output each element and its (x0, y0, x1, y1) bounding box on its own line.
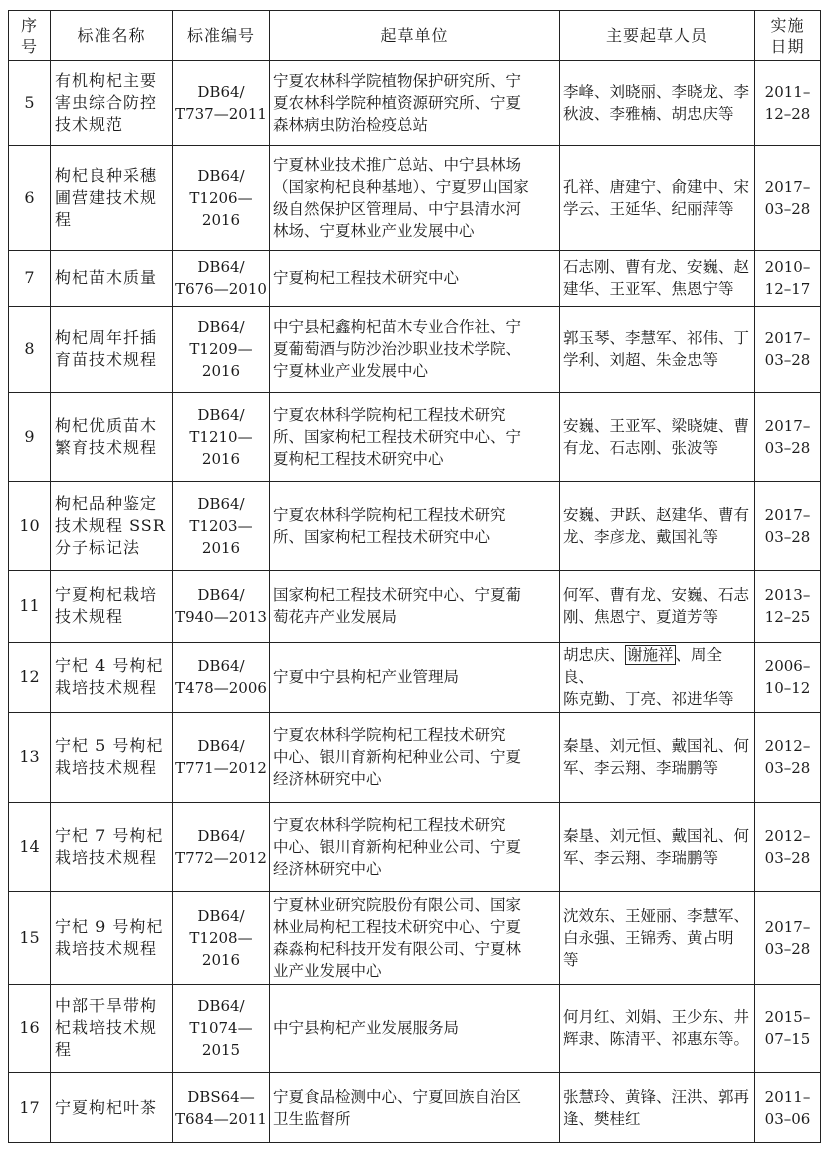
people-line: 秦垦、刘元恒、戴国礼、何 (563, 737, 750, 756)
date-line: 10–12 (764, 679, 811, 698)
name-line: 枸杞优质苗木 (55, 416, 158, 436)
org-line: 中宁县枸杞产业发展服务局 (273, 1019, 460, 1038)
code-line: T772—2012 (175, 848, 267, 867)
code-line: DB64/ (197, 258, 245, 277)
people-line: 安巍、尹跃、赵建华、曹有 (563, 506, 750, 525)
name-line: 技术规程 SSR (55, 516, 166, 536)
code-line: T478—2006 (175, 679, 267, 698)
cell-code (173, 482, 270, 570)
org-line: 宁夏农林科学院枸杞工程技术研究 (273, 506, 506, 525)
cell-people (560, 892, 755, 985)
name-line: 技术规范 (55, 115, 124, 135)
table-row (9, 1073, 821, 1143)
name-line: 枸杞良种采穗 (55, 166, 158, 186)
people-line: 学云、王延华、纪丽萍等 (563, 200, 734, 219)
cell-name (51, 713, 173, 802)
name-line: 有机枸杞主要 (55, 71, 158, 91)
table-row (9, 892, 821, 985)
cell-people (560, 146, 755, 251)
org-line: 宁夏林业技术推广总站、中宁县林场 (273, 156, 522, 175)
table-row (9, 146, 821, 251)
cell-no: 7 (9, 251, 51, 306)
org-line: 所、国家枸杞工程技术研究中心、宁 (273, 428, 522, 447)
header-date: 实施 日期 (755, 11, 821, 61)
cell-code (173, 146, 270, 251)
header-row (9, 11, 821, 61)
name-line: 宁杞 7 号枸杞 (55, 825, 164, 845)
people-line: 辉隶、陈清平、祁惠东等。 (563, 1030, 750, 1049)
people-line: 张慧玲、黄锋、汪洪、郭再 (563, 1087, 750, 1106)
cell-org (270, 251, 560, 306)
cell-org (270, 984, 560, 1072)
name-line: 宁杞 9 号枸杞 (55, 916, 164, 936)
cell-date (755, 251, 821, 306)
people-line: 秋波、李雅楠、胡忠庆等 (563, 105, 734, 124)
cell-no: 12 (9, 642, 51, 713)
org-line: 经济林研究中心 (273, 859, 382, 878)
cell-no: 14 (9, 802, 51, 891)
code-line: DB64/ (197, 318, 245, 337)
table-row (9, 251, 821, 306)
date-line: 03–28 (764, 939, 811, 958)
people-line: 安巍、王亚军、梁晓婕、曹 (563, 417, 750, 436)
cell-date (755, 482, 821, 570)
cell-no: 15 (9, 892, 51, 985)
org-line: 中心、银川育新枸杞种业公司、宁夏 (273, 837, 522, 856)
org-line: 宁夏中宁县枸杞产业管理局 (273, 668, 460, 687)
code-line: T1209— (189, 340, 253, 359)
cell-code (173, 642, 270, 713)
name-line: 枸杞苗木质量 (55, 268, 158, 288)
people-line: 军、李云翔、李瑞鹏等 (563, 759, 719, 778)
people-line: 何月红、刘娟、王少东、井 (563, 1008, 750, 1027)
people-line: 秦垦、刘元恒、戴国礼、何 (563, 826, 750, 845)
date-line: 2015– (764, 1008, 811, 1027)
cell-people (560, 1073, 755, 1143)
name-line: 宁杞 4 号枸杞 (55, 656, 164, 676)
cell-name (51, 802, 173, 891)
people-boxed-name: 谢施祥 (627, 646, 674, 665)
org-line: （国家枸杞良种基地）、宁夏罗山国家 (273, 178, 529, 197)
cell-code (173, 984, 270, 1072)
name-line: 宁夏枸杞栽培 (55, 585, 158, 605)
date-line: 2012– (764, 737, 811, 756)
date-line: 2012– (764, 826, 811, 845)
cell-people (560, 392, 755, 481)
org-line: 森淼枸杞科技开发有限公司、宁夏林 (273, 939, 522, 958)
cell-code (173, 251, 270, 306)
date-line: 2017– (764, 329, 811, 348)
org-line: 林业局枸杞工程技术研究中心、宁夏 (273, 917, 522, 936)
org-line: 宁夏农林科学院枸杞工程技术研究 (273, 815, 506, 834)
cell-name (51, 892, 173, 985)
name-line: 圃营建技术规 (55, 188, 158, 208)
cell-no: 10 (9, 482, 51, 570)
cell-name (51, 306, 173, 392)
cell-no: 13 (9, 713, 51, 802)
cell-org (270, 146, 560, 251)
people-line: 何军、曹有龙、安巍、石志 (563, 586, 750, 605)
code-line: DB64/ (197, 83, 245, 102)
name-line: 枸杞周年扦插 (55, 328, 158, 348)
people-line: 刚、焦恩宁、夏道芳等 (563, 608, 719, 627)
standards-table (8, 10, 821, 1143)
people-line: 龙、李彦龙、戴国礼等 (563, 528, 719, 547)
org-line: 萄花卉产业发展局 (273, 608, 398, 627)
date-line: 03–28 (764, 351, 811, 370)
org-line: 业产业发展中心 (273, 961, 382, 980)
header-org: 起草单位 (270, 11, 560, 61)
org-line: 国家枸杞工程技术研究中心、宁夏葡 (273, 586, 522, 605)
name-line: 栽培技术规程 (55, 758, 158, 778)
cell-code (173, 306, 270, 392)
cell-people (560, 482, 755, 570)
cell-people (560, 570, 755, 642)
cell-name (51, 61, 173, 146)
date-line: 2017– (764, 506, 811, 525)
cell-no: 5 (9, 61, 51, 146)
org-line: 宁夏农林科学院枸杞工程技术研究 (273, 406, 506, 425)
cell-no: 8 (9, 306, 51, 392)
header-name: 标准名称 (51, 11, 173, 61)
date-line: 12–25 (764, 608, 811, 627)
name-line: 栽培技术规程 (55, 938, 158, 958)
date-line: 2006– (764, 657, 811, 676)
code-line: T771—2012 (175, 759, 267, 778)
cell-no: 16 (9, 984, 51, 1072)
org-line: 经济林研究中心 (273, 770, 382, 789)
org-line: 森林病虫防治检疫总站 (273, 116, 429, 135)
people-line: 有龙、石志刚、张波等 (563, 439, 719, 458)
code-line: T737—2011 (175, 105, 267, 124)
people-line: 李峰、刘晓丽、李晓龙、李 (563, 83, 750, 102)
people-line: 郭玉琴、李慧军、祁伟、丁 (563, 329, 750, 348)
cell-no: 9 (9, 392, 51, 481)
code-line: DB64/ (197, 657, 245, 676)
code-line: T1206— (189, 189, 253, 208)
people-line: 学利、刘超、朱金忠等 (563, 351, 719, 370)
cell-org (270, 892, 560, 985)
people-line: 陈克勤、丁亮、祁进华等 (563, 690, 734, 709)
code-line: T684—2011 (175, 1109, 267, 1128)
cell-no: 6 (9, 146, 51, 251)
org-line: 宁夏枸杞工程技术研究中心 (273, 269, 460, 288)
table-row (9, 642, 821, 713)
header-code: 标准编号 (173, 11, 270, 61)
cell-org (270, 306, 560, 392)
header-no: 序 号 (9, 11, 51, 61)
date-line: 07–15 (764, 1030, 811, 1049)
code-line: DB64/ (197, 586, 245, 605)
date-line: 2010– (764, 258, 811, 277)
cell-no: 11 (9, 570, 51, 642)
org-line: 夏葡萄酒与防沙治沙职业技术学院、 (273, 340, 522, 359)
cell-no: 17 (9, 1073, 51, 1143)
cell-name (51, 984, 173, 1072)
table-row (9, 570, 821, 642)
code-line: 2016 (201, 450, 241, 469)
people-line: 石志刚、曹有龙、安巍、赵 (563, 258, 750, 277)
date-line: 03–06 (764, 1109, 811, 1128)
date-line: 2013– (764, 586, 811, 605)
code-line: 2016 (201, 362, 241, 381)
cell-date (755, 1073, 821, 1143)
cell-people (560, 802, 755, 891)
cell-date (755, 306, 821, 392)
org-line: 夏农林科学院种植资源研究所、宁夏 (273, 94, 522, 113)
cell-code (173, 570, 270, 642)
code-line: 2016 (201, 539, 241, 558)
name-line: 程 (55, 1040, 73, 1060)
table-header (9, 11, 821, 61)
cell-name (51, 251, 173, 306)
name-line: 枸杞品种鉴定 (55, 494, 158, 514)
name-line: 宁杞 5 号枸杞 (55, 736, 164, 756)
cell-people (560, 251, 755, 306)
cell-name (51, 1073, 173, 1143)
cell-date (755, 802, 821, 891)
header-people: 主要起草人员 (560, 11, 755, 61)
date-line: 03–28 (764, 848, 811, 867)
cell-date (755, 984, 821, 1072)
date-line: 2017– (764, 417, 811, 436)
org-line: 夏枸杞工程技术研究中心 (273, 450, 444, 469)
org-line: 中宁县杞鑫枸杞苗木专业合作社、宁 (273, 318, 522, 337)
name-line: 宁夏枸杞叶茶 (55, 1097, 158, 1117)
table-row (9, 61, 821, 146)
table-row (9, 984, 821, 1072)
cell-code (173, 892, 270, 985)
date-line: 03–28 (764, 439, 811, 458)
code-line: DB64/ (197, 737, 245, 756)
cell-org (270, 61, 560, 146)
people-line: 沈效东、王娅丽、李慧军、 (563, 906, 750, 925)
name-line: 中部干旱带枸 (55, 996, 158, 1016)
org-line: 卫生监督所 (273, 1109, 351, 1128)
cell-date (755, 570, 821, 642)
org-line: 宁夏林业研究院股份有限公司、国家 (273, 895, 522, 914)
date-line: 12–17 (764, 280, 811, 299)
code-line: 2016 (201, 950, 241, 969)
date-line: 12–28 (764, 105, 811, 124)
org-line: 宁夏农林科学院植物保护研究所、宁 (273, 72, 522, 91)
name-line: 程 (55, 210, 73, 230)
cell-code (173, 802, 270, 891)
name-line: 栽培技术规程 (55, 847, 158, 867)
people-line: 、周全良、 (563, 646, 723, 687)
date-line: 03–28 (764, 200, 811, 219)
table-row (9, 713, 821, 802)
code-line: DB64/ (197, 167, 245, 186)
date-line: 2017– (764, 917, 811, 936)
table-row (9, 482, 821, 570)
cell-date (755, 146, 821, 251)
cell-people (560, 713, 755, 802)
cell-name (51, 146, 173, 251)
table-row (9, 392, 821, 481)
cell-name (51, 392, 173, 481)
cell-org (270, 802, 560, 891)
code-line: DB64/ (197, 997, 245, 1016)
name-line: 繁育技术规程 (55, 438, 158, 458)
code-line: DB64/ (197, 906, 245, 925)
code-line: 2015 (201, 1041, 241, 1060)
cell-org (270, 482, 560, 570)
name-line: 栽培技术规程 (55, 678, 158, 698)
code-line: DB64/ (197, 826, 245, 845)
org-line: 级自然保护区管理局、中宁县清水河 (273, 200, 522, 219)
people-line: 等 (563, 950, 579, 969)
cell-code (173, 392, 270, 481)
code-line: T940—2013 (175, 608, 267, 627)
cell-date (755, 392, 821, 481)
date-line: 2017– (764, 178, 811, 197)
code-line: DBS64— (187, 1087, 255, 1106)
people-line: 军、李云翔、李瑞鹏等 (563, 848, 719, 867)
code-line: 2016 (201, 211, 241, 230)
org-line: 宁夏林业产业发展中心 (273, 362, 429, 381)
table-body (9, 61, 821, 1143)
cell-org (270, 392, 560, 481)
cell-code (173, 713, 270, 802)
code-line: T1074— (189, 1019, 253, 1038)
cell-org (270, 713, 560, 802)
name-line: 害虫综合防控 (55, 93, 158, 113)
org-line: 林场、宁夏林业产业发展中心 (273, 222, 475, 241)
code-line: T1208— (189, 928, 253, 947)
date-line: 03–28 (764, 528, 811, 547)
org-line: 宁夏农林科学院枸杞工程技术研究 (273, 726, 506, 745)
people-line: 白永强、王锦秀、黄占明 (563, 928, 734, 947)
code-line: T1203— (189, 517, 253, 536)
date-line: 03–28 (764, 759, 811, 778)
cell-org (270, 642, 560, 713)
org-line: 宁夏食品检测中心、宁夏回族自治区 (273, 1087, 522, 1106)
cell-date (755, 61, 821, 146)
date-line: 2011– (764, 1087, 811, 1106)
code-line: DB64/ (197, 495, 245, 514)
people-line: 胡忠庆、 (563, 646, 626, 665)
cell-date (755, 713, 821, 802)
name-line: 技术规程 (55, 607, 124, 627)
table-row (9, 306, 821, 392)
cell-people (560, 642, 755, 713)
table-row (9, 802, 821, 891)
cell-name (51, 642, 173, 713)
cell-people (560, 61, 755, 146)
name-line: 育苗技术规程 (55, 350, 158, 370)
code-line: T676—2010 (175, 280, 267, 299)
cell-code (173, 1073, 270, 1143)
cell-code (173, 61, 270, 146)
date-line: 2011– (764, 83, 811, 102)
name-line: 杞栽培技术规 (55, 1018, 158, 1038)
cell-name (51, 482, 173, 570)
cell-date (755, 892, 821, 985)
cell-org (270, 1073, 560, 1143)
code-line: T1210— (189, 428, 253, 447)
cell-name (51, 570, 173, 642)
people-line: 逢、樊桂红 (563, 1109, 641, 1128)
code-line: DB64/ (197, 406, 245, 425)
org-line: 所、国家枸杞工程技术研究中心 (273, 528, 491, 547)
cell-people (560, 306, 755, 392)
people-line: 建华、王亚军、焦恩宁等 (563, 280, 734, 299)
org-line: 中心、银川育新枸杞种业公司、宁夏 (273, 748, 522, 767)
people-line: 孔祥、唐建宁、俞建中、宋 (563, 178, 750, 197)
cell-date (755, 642, 821, 713)
name-line: 分子标记法 (55, 538, 141, 558)
cell-org (270, 570, 560, 642)
cell-people (560, 984, 755, 1072)
